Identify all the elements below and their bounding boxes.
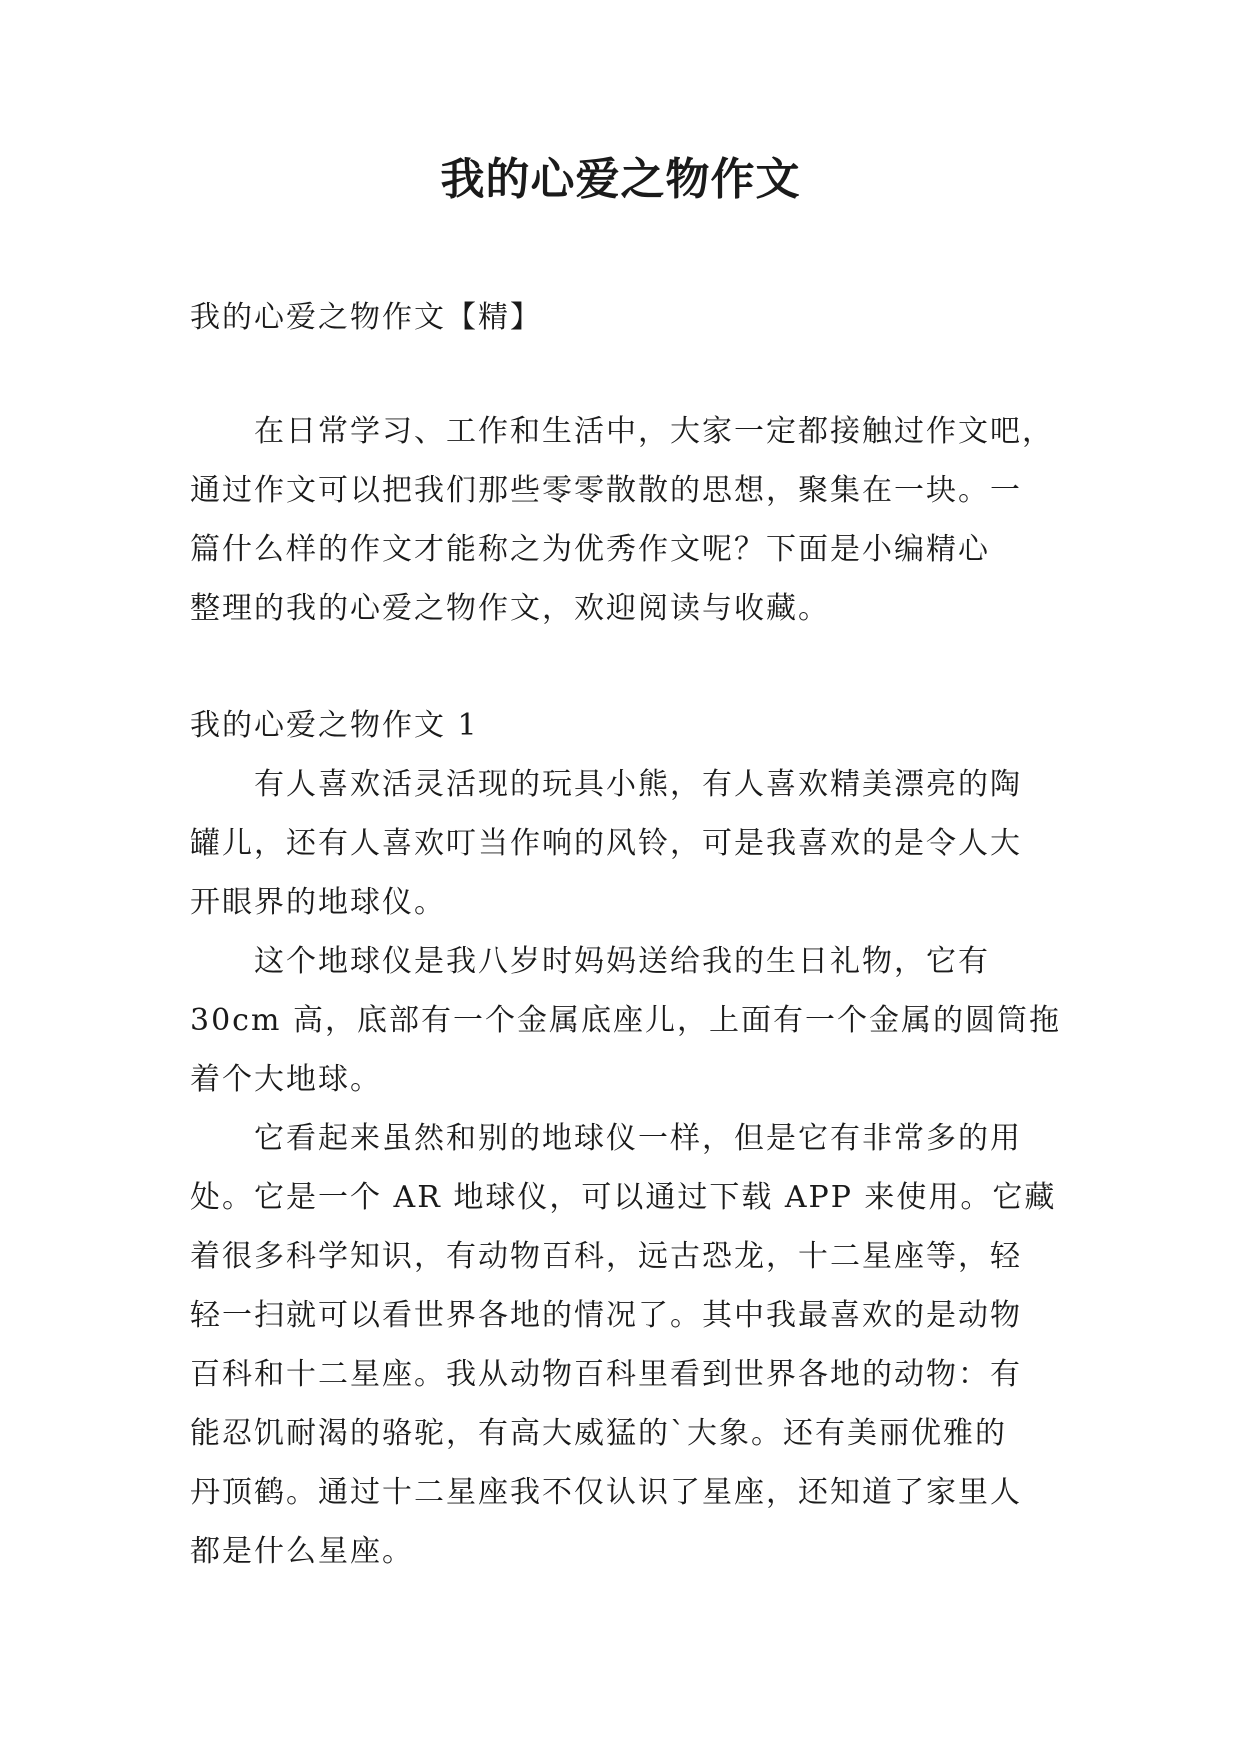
essay-section (190, 696, 1060, 1581)
paragraph-line: 它看起来虽然和别的地球仪一样，但是它有非常多的用 (254, 1121, 1022, 1156)
intro-line: 通过作文可以把我们那些零零散散的思想，聚集在一块。一 (190, 473, 1022, 508)
intro-line: 整理的我的心爱之物作文，欢迎阅读与收藏。 (190, 591, 830, 626)
paragraph-line: 这个地球仪是我八岁时妈妈送给我的生日礼物，它有 (254, 944, 990, 979)
paragraph-line: 百科和十二星座。我从动物百科里看到世界各地的动物：有 (190, 1357, 1022, 1392)
document-subtitle: 我的心爱之物作文【精】 (190, 300, 542, 335)
paragraph-line: 都是什么星座。 (190, 1534, 414, 1569)
intro-paragraph (190, 402, 1060, 638)
intro-line: 在日常学习、工作和生活中，大家一定都接触过作文吧， (254, 414, 1054, 449)
paragraph-line: 丹顶鹤。通过十二星座我不仅认识了星座，还知道了家里人 (190, 1475, 1022, 1510)
section-heading: 我的心爱之物作文 1 (190, 708, 479, 743)
essay-paragraph (190, 755, 1060, 932)
paragraph-line: 处。它是一个 AR 地球仪，可以通过下载 APP 来使用。它藏 (190, 1180, 1057, 1215)
page-title: 我的心爱之物作文 (440, 154, 801, 205)
paragraph-line: 着很多科学知识，有动物百科，远古恐龙，十二星座等，轻 (190, 1239, 1022, 1274)
essay-paragraph (190, 1109, 1060, 1581)
paragraph-line: 罐儿，还有人喜欢叮当作响的风铃，可是我喜欢的是令人大 (190, 826, 1022, 861)
paragraph-line: 轻一扫就可以看世界各地的情况了。其中我最喜欢的是动物 (190, 1298, 1022, 1333)
paragraph-line: 能忍饥耐渴的骆驼，有高大威猛的`大象。还有美丽优雅的 (190, 1416, 1007, 1451)
intro-line: 篇什么样的作文才能称之为优秀作文呢？下面是小编精心 (190, 532, 990, 567)
essay-paragraph (190, 932, 1060, 1109)
paragraph-line: 开眼界的地球仪。 (190, 885, 446, 920)
paragraph-line: 有人喜欢活灵活现的玩具小熊，有人喜欢精美漂亮的陶 (254, 767, 1022, 802)
paragraph-line: 30cm 高，底部有一个金属底座儿，上面有一个金属的圆筒拖 (190, 1003, 1061, 1038)
paragraph-line: 着个大地球。 (190, 1062, 382, 1097)
